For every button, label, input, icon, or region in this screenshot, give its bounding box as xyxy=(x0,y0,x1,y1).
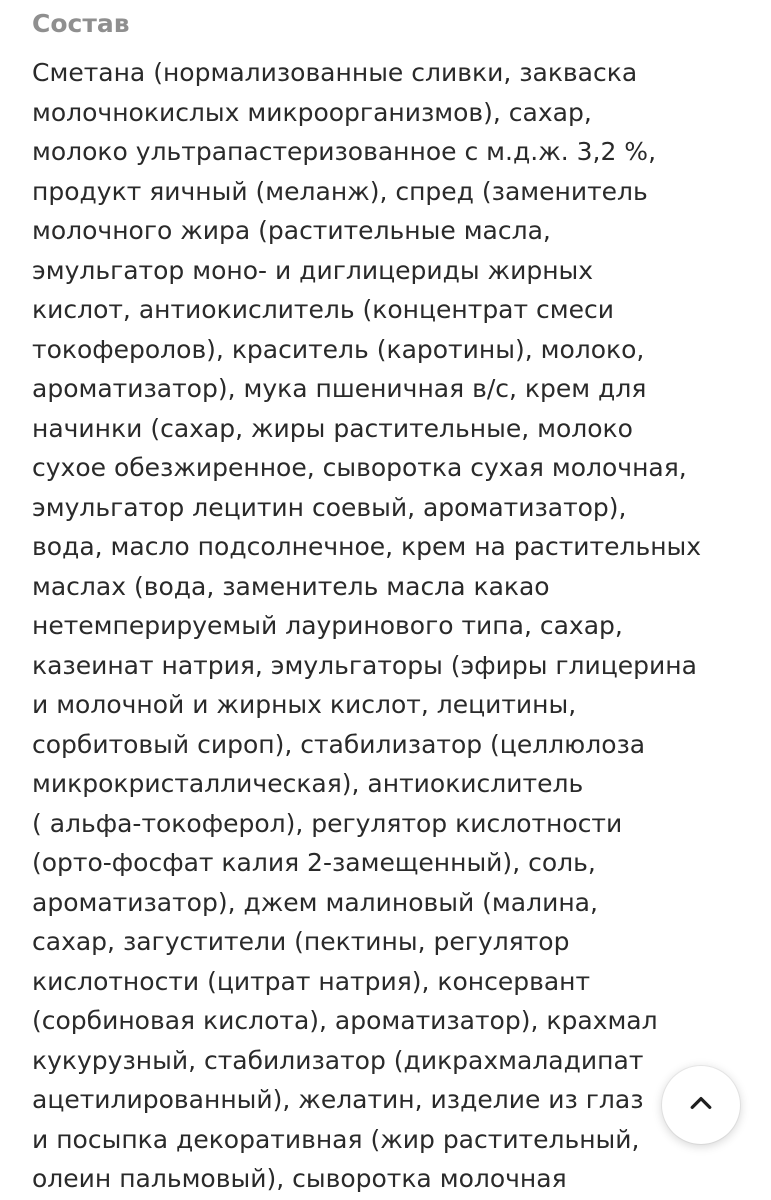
composition-line: кукурузный, стабилизатор (дикрахмаладипат xyxy=(32,1045,644,1075)
composition-line: и молочной и жирных кислот, лецитины, xyxy=(32,690,577,719)
composition-line: эмульгатор моно- и диглицериды жирных xyxy=(32,255,594,285)
composition-line: казеинат натрия, эмульгаторы (эфиры глицерина xyxy=(32,650,697,680)
composition-line: вода, масло подсолнечное, крем на растительных xyxy=(32,532,702,561)
composition-line: молочнокислых микроорганизмов), сахар, xyxy=(32,97,592,127)
chevron-up-icon xyxy=(686,1088,716,1122)
composition-line: ( альфа-токоферол), регулятор кислотности xyxy=(32,808,623,838)
composition-line: ароматизатор), джем малиновый (малина, xyxy=(32,887,598,917)
composition-line: и посыпка декоративная (жир растительный, xyxy=(32,1124,640,1154)
composition-line: (сорбиновая кислота), ароматизатор), крахмал xyxy=(32,1006,658,1035)
composition-line: Сметана (нормализованные сливки, закваска xyxy=(32,58,638,87)
composition-line: продукт яичный (меланж), спред (заменитель xyxy=(32,176,648,206)
composition-line: молоко ультрапастеризованное с м.д.ж. 3,2 %, xyxy=(32,137,657,166)
composition-line: сухое обезжиренное, сыворотка сухая молочная, xyxy=(32,453,687,482)
composition-line: сахар, загустители (пектины, регулятор xyxy=(32,927,570,956)
composition-line: эмульгатор лецитин соевый, ароматизатор), xyxy=(32,492,627,522)
composition-line: нетемперируемый лауринового типа, сахар, xyxy=(32,611,623,640)
composition-heading: Состав xyxy=(32,9,130,38)
composition-line: токоферолов), краситель (каротины), молоко, xyxy=(32,334,645,364)
composition-line: сорбитовый сироп), стабилизатор (целлюлоза xyxy=(32,729,646,759)
composition-line: маслах (вода, заменитель масла какао xyxy=(32,571,550,601)
composition-line: ацетилированный), желатин, изделие из глаз xyxy=(32,1085,644,1114)
composition-line: кислотности (цитрат натрия), консервант xyxy=(32,966,591,996)
composition-line: молочного жира (растительные масла, xyxy=(32,216,551,245)
composition-line: ароматизатор), мука пшеничная в/с, крем для xyxy=(32,374,647,403)
composition-text xyxy=(32,53,752,1199)
scroll-to-top-button[interactable] xyxy=(662,1066,740,1144)
composition-line: олеин пальмовый), сыворотка молочная xyxy=(32,1164,567,1193)
composition-line: (орто-фосфат калия 2-замещенный), соль, xyxy=(32,848,596,877)
composition-line: микрокристаллическая), антиокислитель xyxy=(32,769,584,798)
composition-line: начинки (сахар, жиры растительные, молоко xyxy=(32,413,633,443)
composition-line: кислот, антиокислитель (концентрат смеси xyxy=(32,295,614,324)
